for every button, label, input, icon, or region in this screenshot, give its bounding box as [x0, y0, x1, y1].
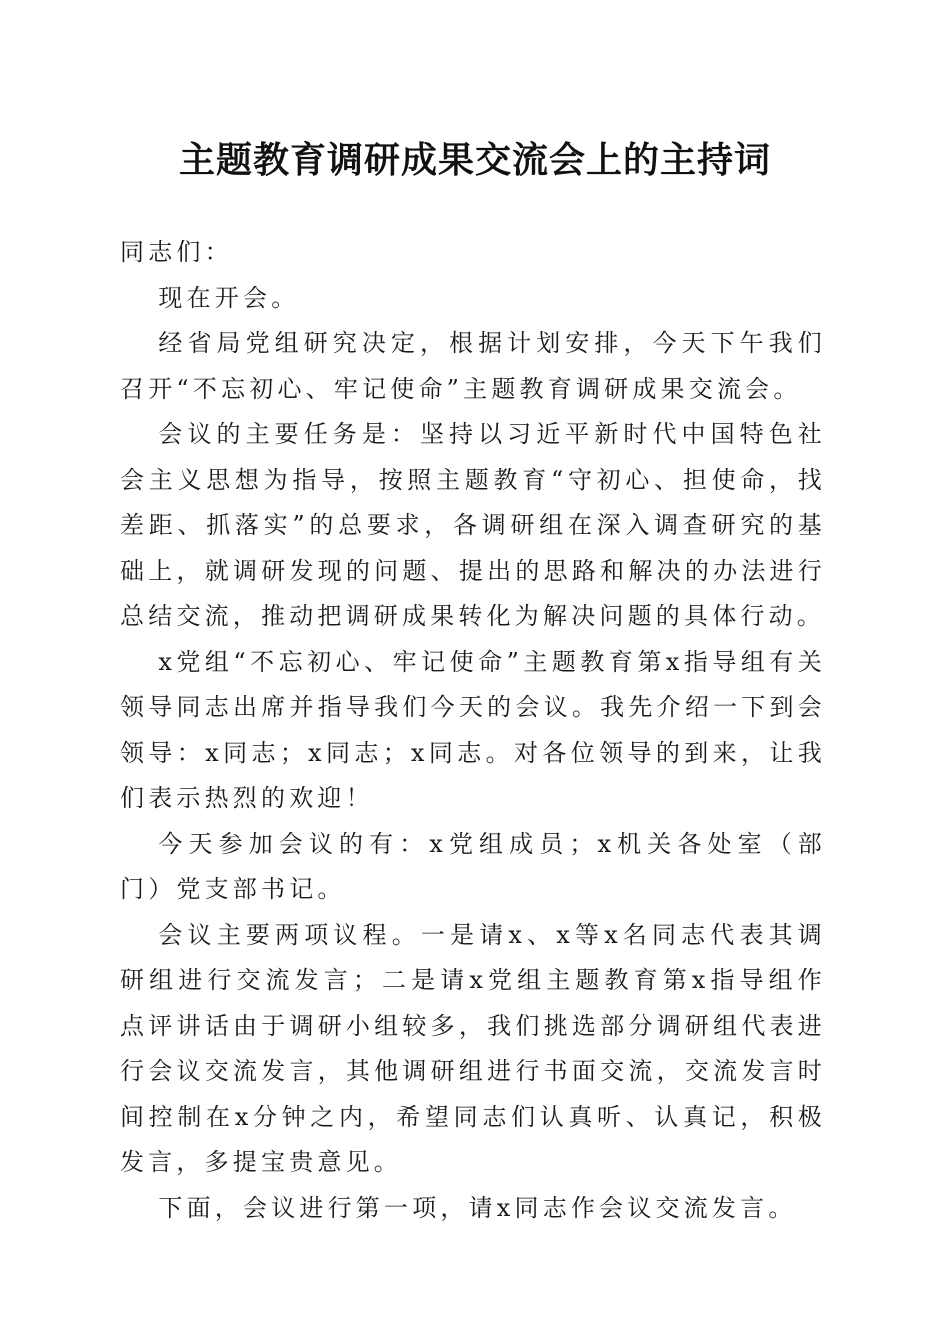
salutation: 同志们：	[120, 238, 233, 266]
document-title: 主题教育调研成果交流会上的主持词	[178, 139, 771, 181]
document-body	[120, 230, 826, 1231]
paragraph-agenda: 会议主要两项议程。一是请x、x等x名同志代表其调研组进行交流发言；二是请x党组主题教育第x指导组作点评讲话由于调研小组较多，我们挑选部分调研组代表进行会议交流发言，其他调研组进行书面交流，交流发言时间控制在x分钟之内，希望同志们认真听、认真记，积极发言，多提宝贵意见。	[120, 920, 826, 1176]
paragraph-attendees: 今天参加会议的有：x党组成员；x机关各处室（部门）党支部书记。	[120, 829, 826, 903]
paragraph-first-item: 下面，会议进行第一项，请x同志作会议交流发言。	[158, 1193, 797, 1222]
paragraph-main-tasks: 会议的主要任务是：坚持以习近平新时代中国特色社会主义思想为指导，按照主题教育“守初心、担使命，找差距、抓落实”的总要求，各调研组在深入调查研究的基础上，就调研发现的问题、提出的思路和解决的办法进行总结交流，推动把调研成果转化为解决问题的具体行动。	[120, 420, 826, 630]
paragraph-open-meeting: 现在开会。	[158, 283, 300, 312]
paragraph-meeting-decision: 经省局党组研究决定，根据计划安排，今天下午我们召开“不忘初心、牢记使命”主题教育调研成果交流会。	[120, 329, 826, 403]
paragraph-leaders-introduction: x党组“不忘初心、牢记使命”主题教育第x指导组有关领导同志出席并指导我们今天的会议。我先介绍一下到会领导：x同志；x同志；x同志。对各位领导的到来，让我们表示热烈的欢迎！	[120, 647, 826, 812]
